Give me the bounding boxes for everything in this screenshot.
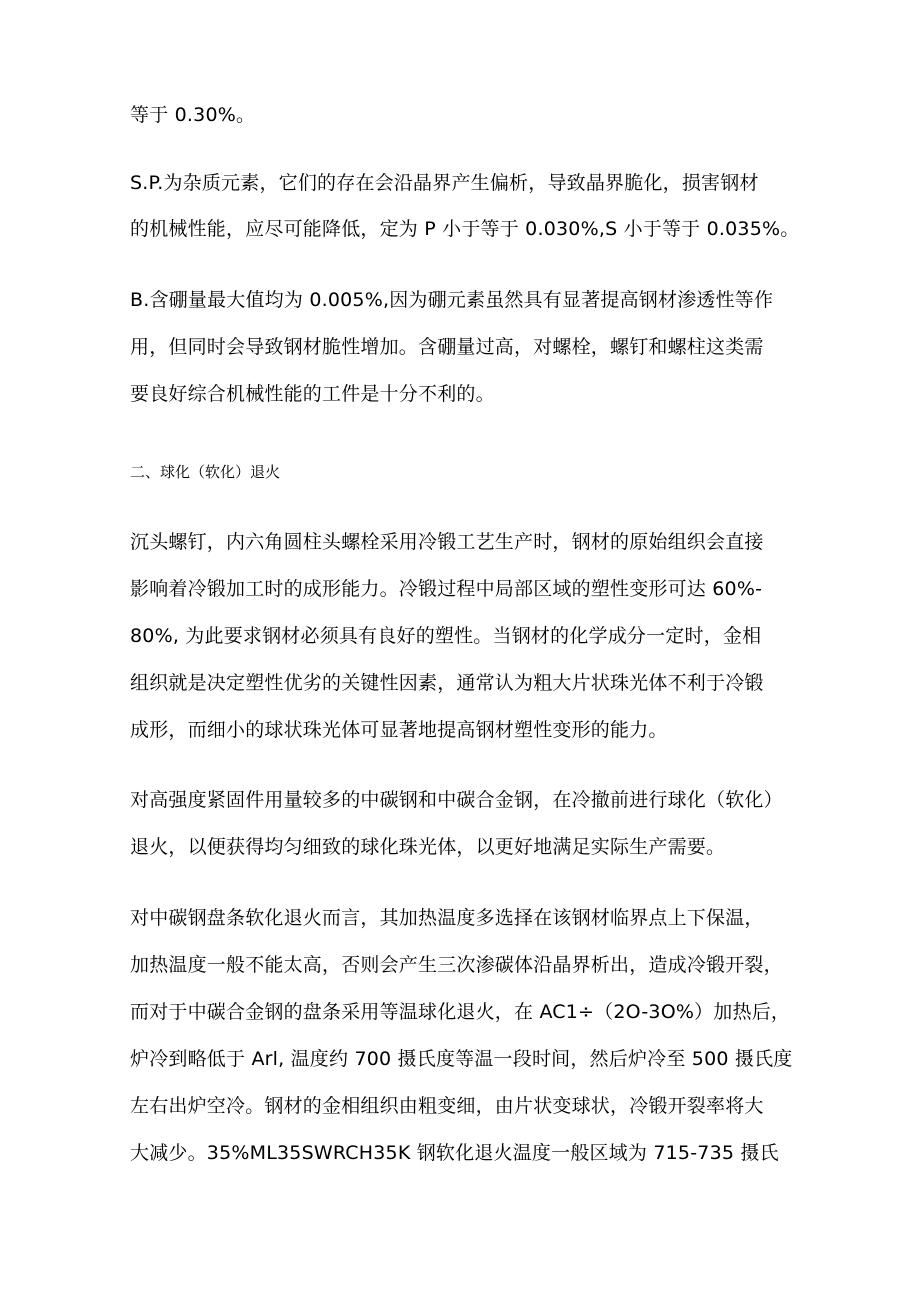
paragraph-2-line-1: B.含硼量最大值均为 0.005%,因为硼元素虽然具有显著提高钢材渗透性等作 xyxy=(130,289,774,311)
paragraph-5-line-1: 对中碳钢盘条软化退火而言，其加热温度多选择在该钢材临界点上下保温， xyxy=(130,907,764,929)
paragraph-5-line-6: 大减少。35%ML35SWRCH35K 钢软化退火温度一般区域为 715-735 摄氏 xyxy=(130,1142,779,1164)
paragraph-2-line-2: 用，但同时会导致钢材脆性增加。含硼量过高，对螺栓，螺钉和螺柱这类需 xyxy=(130,336,764,358)
paragraph-4-line-2: 退火，以便获得均匀细致的球化珠光体，以更好地满足实际生产需要。 xyxy=(130,836,726,858)
paragraph-1-line-2: 的机械性能，应尽可能降低，定为 P 小于等于 0.030%,S 小于等于 0.035%。 xyxy=(130,218,800,240)
paragraph-4-line-1: 对高强度紧固件用量较多的中碳钢和中碳合金钢，在冷撤前进行球化（软化） xyxy=(130,789,783,811)
paragraph-0-line-1: 等于 0.30%。 xyxy=(130,104,256,126)
paragraph-3-line-1: 沉头螺钉，内六角圆柱头螺栓采用冷锻工艺生产时，钢材的原始组织会直接 xyxy=(130,531,764,553)
paragraph-3-line-4: 组织就是决定塑性优劣的关键性因素，通常认为粗大片状珠光体不利于冷锻 xyxy=(130,672,764,694)
paragraph-3-line-2: 影响着冷锻加工时的成形能力。冷锻过程中局部区域的塑性变形可达 60%- xyxy=(130,578,763,600)
paragraph-5-line-3: 而对于中碳合金钢的盘条采用等温球化退火，在 AC1÷（2O-3O%）加热后， xyxy=(130,1001,791,1023)
paragraph-5-line-5: 左右出炉空冷。钢材的金相组织由粗变细，由片状变球状，冷锻开裂率将大 xyxy=(130,1095,764,1117)
paragraph-3-line-3: 80%, 为此要求钢材必须具有良好的塑性。当钢材的化学成分一定时，金相 xyxy=(130,625,762,647)
section-heading: 二、球化（软化）退火 xyxy=(130,463,281,481)
paragraph-5-line-4: 炉冷到略低于 Arl, 温度约 700 摄氏度等温一段时间，然后炉冷至 500 摄氏度 xyxy=(130,1048,793,1070)
paragraph-3-line-5: 成形，而细小的球状珠光体可显著地提高钢材塑性变形的能力。 xyxy=(130,719,668,741)
paragraph-1-line-1: S.P.为杂质元素，它们的存在会沿晶界产生偏析，导致晶界脆化，损害钢材 xyxy=(130,172,759,194)
paragraph-5-line-2: 加热温度一般不能太高，否则会产生三次渗碳体沿晶界析出，造成冷锻开裂， xyxy=(130,954,783,976)
paragraph-2-line-3: 要良好综合机械性能的工件是十分不利的。 xyxy=(130,383,495,405)
